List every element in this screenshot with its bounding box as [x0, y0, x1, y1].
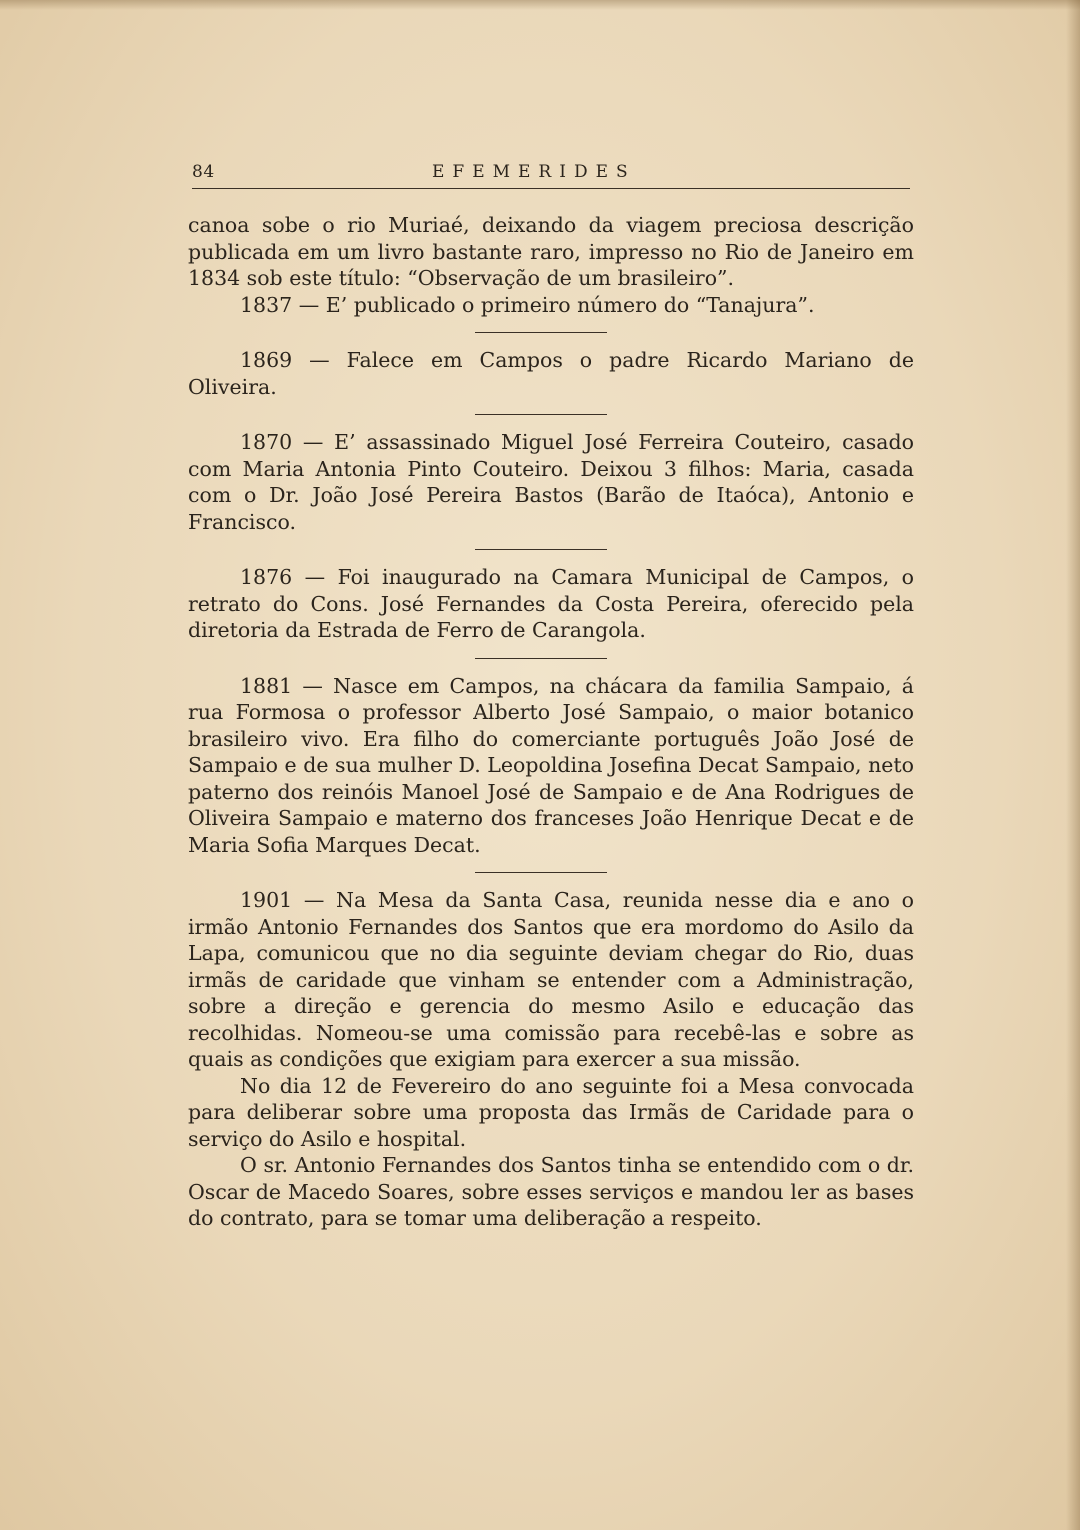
entry-1870 — [188, 429, 914, 535]
page-edge-top — [0, 0, 1080, 10]
entry-1869 — [188, 347, 914, 400]
entry-dash: — — [302, 673, 323, 698]
entry-year: 1901 — [240, 888, 293, 912]
entry-year: 1870 — [240, 430, 293, 454]
entry-dash: — — [302, 430, 324, 454]
entry-year: 1881 — [240, 673, 293, 698]
header-rule — [192, 188, 910, 189]
entry-text: Nasce em Campos, na chácara da familia Sampaio, á rua Formosa o professor Alberto José Sampaio, o maior botanico brasileiro vivo. Era filho do comerciante português João José de Sampaio e de sua mulher D. Leopoldina Josefina Decat Sampaio, neto paterno dos reinóis Manoel José de Sampaio e de Ana Rodrigues de Oliveira Sampaio e materno dos franceses João Henrique Decat e de Maria Sofia Marques Decat. — [188, 673, 914, 857]
page-body — [188, 212, 914, 1232]
entry-1837 — [188, 292, 914, 319]
entry-text: Falece em Campos o padre Ricardo Mariano de Oliveira. — [188, 348, 914, 399]
closing-paragraph: No dia 12 de Fevereiro do ano seguinte foi a Mesa convocada para deliberar sobre uma proposta das Irmãs de Caridade para o serviço do Asilo e hospital. — [188, 1073, 914, 1151]
entry-year: 1869 — [240, 348, 293, 372]
separator-rule — [475, 332, 607, 333]
page-header — [192, 162, 910, 190]
entry-text: E’ publicado o primeiro número do “Tanajura”. — [325, 292, 815, 317]
entry-dash: — — [304, 565, 326, 589]
separator-rule — [475, 549, 607, 550]
running-title: EFEMERIDES — [432, 162, 636, 182]
entry-1901 — [188, 887, 914, 1073]
entry-text: Na Mesa da Santa Casa, reunida nesse dia e ano o irmão Antonio Fernandes dos Santos que era mordomo do Asilo da Lapa, comunicou que no dia seguinte deviam chegar do Rio, duas irmãs de caridade que vinham se entender com a Administração, sobre a direção e gerencia do mesmo Asilo e educação das recolhidas. Nomeou-se uma comissão para recebê-las e sobre as quais as condições que exigiam para exercer a sua missão. — [188, 888, 914, 1071]
page-edge-right — [1066, 0, 1080, 1530]
entry-dash: — — [298, 292, 320, 317]
entry-dash: — — [309, 348, 330, 372]
page-number: 84 — [192, 162, 215, 182]
closing-paragraph: O sr. Antonio Fernandes dos Santos tinha se entendido com o dr. Oscar de Macedo Soares, sobre esses serviços e mandou ler as bases do contrato, para se tomar uma deliberação a respeito. — [188, 1153, 914, 1230]
entry-year: 1876 — [240, 565, 293, 589]
entry-1876 — [188, 564, 914, 644]
entry-1881 — [188, 673, 914, 859]
entry-text: Foi inaugurado na Camara Municipal de Campos, o retrato do Cons. José Fernandes da Costa Pereira, oferecido pela diretoria da Estrada de Ferro de Carangola. — [188, 565, 914, 642]
separator-rule — [475, 658, 607, 659]
separator-rule — [475, 872, 607, 873]
separator-rule — [475, 414, 607, 415]
entry-text: E’ assassinado Miguel José Ferreira Couteiro, casado com Maria Antonia Pinto Couteiro. Deixou 3 filhos: Maria, casada com o Dr. João José Pereira Bastos (Barão de Itaóca), Antonio e Francisco. — [188, 430, 914, 534]
continuation-paragraph: canoa sobe o rio Muriaé, deixando da viagem preciosa descrição publicada em um livro bastante raro, impresso no Rio de Janeiro em 1834 sob este título: “Observação de um brasileiro”. — [188, 213, 914, 290]
entry-year: 1837 — [240, 292, 293, 317]
entry-dash: — — [303, 888, 325, 912]
